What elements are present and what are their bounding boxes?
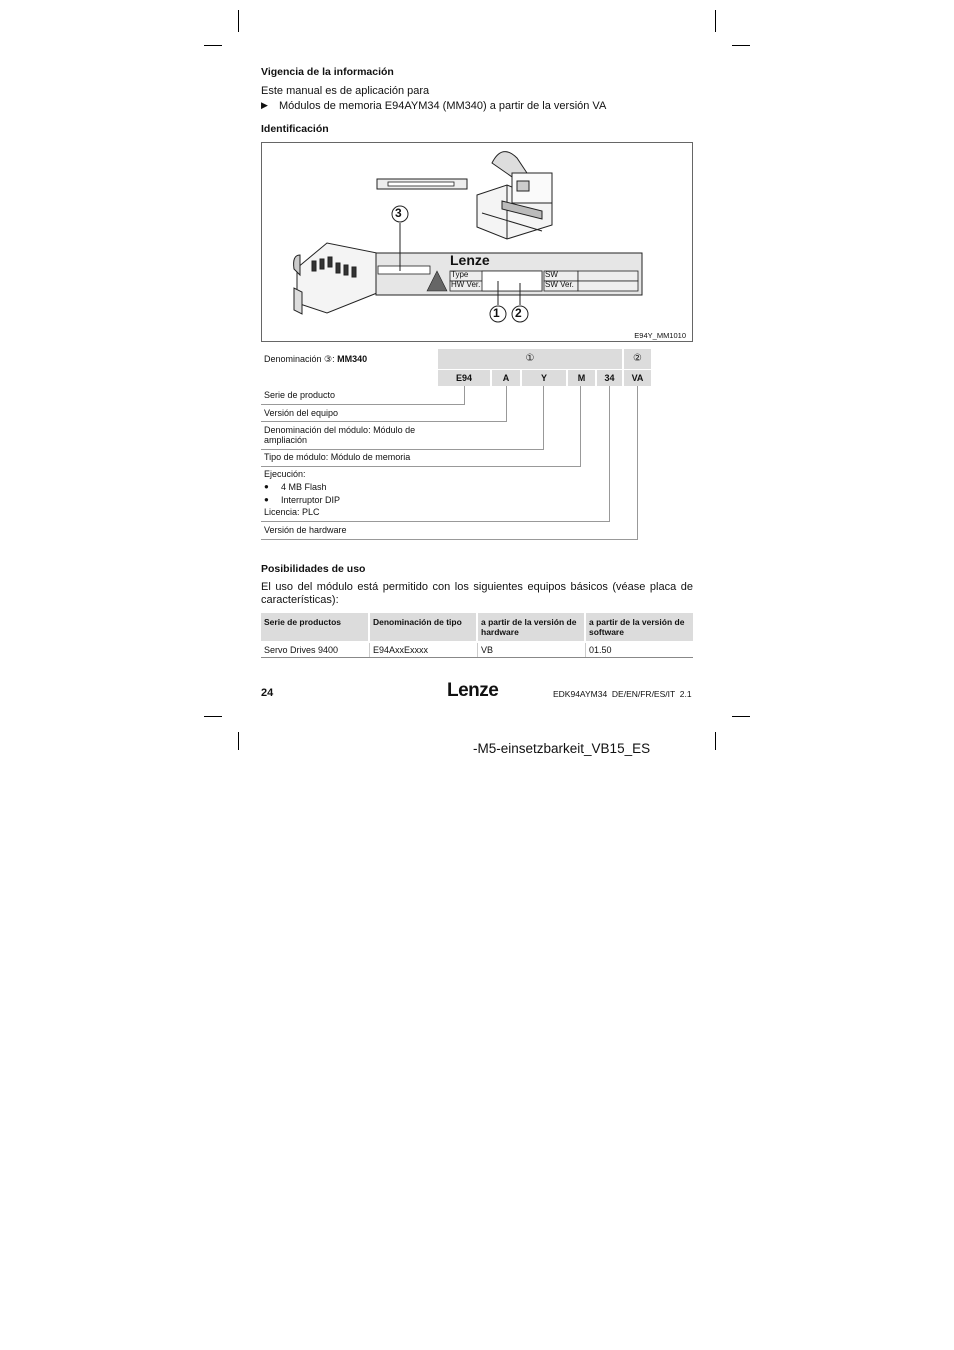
- code-va: VA: [624, 370, 651, 386]
- file-caption: -M5-einsetzbarkeit_VB15_ES: [473, 741, 651, 756]
- validity-heading: Vigencia de la información: [261, 66, 394, 78]
- designation-title-prefix: Denominación ③:: [264, 354, 338, 364]
- compat-cell: VB: [481, 645, 494, 655]
- identification-heading: Identificación: [261, 123, 329, 135]
- compat-header-hw: a partir de la versión de hardware: [478, 613, 584, 641]
- connector-line: [637, 386, 638, 539]
- row-divider: [261, 521, 610, 522]
- execution-bullet-icon: ●: [264, 482, 269, 491]
- code-e94: E94: [438, 370, 490, 386]
- crop-mark: [204, 716, 222, 717]
- validity-bullet: Módulos de memoria E94AYM34 (MM340) a partir de la versión VA: [279, 100, 607, 112]
- row-divider: [261, 404, 465, 405]
- connector-line: [506, 386, 507, 421]
- code-y: Y: [522, 370, 566, 386]
- crop-mark: [715, 10, 716, 32]
- usage-heading: Posibilidades de uso: [261, 563, 366, 575]
- designation-title-value: MM340: [337, 354, 368, 364]
- table-divider: [369, 643, 370, 657]
- page-number: 24: [261, 687, 274, 699]
- usage-body: El uso del módulo está permitido con los siguientes equipos básicos (véase placa de características):: [261, 581, 693, 606]
- identification-figure: [261, 142, 693, 342]
- execution-bullet-icon: ●: [264, 495, 269, 504]
- doc-ref: EDK94AYM34 DE/EN/FR/ES/IT 2.1: [553, 689, 692, 699]
- row-divider: [261, 539, 638, 540]
- table-bottom-line: [261, 657, 693, 658]
- crop-mark: [732, 716, 750, 717]
- compat-cell: 01.50: [589, 645, 612, 655]
- callout-1: 1: [493, 306, 500, 320]
- figure-id: E94Y_MM1010: [634, 331, 686, 340]
- connector-line: [543, 386, 544, 449]
- callout-2: 2: [515, 306, 522, 320]
- code-a: A: [492, 370, 520, 386]
- group1-header: ①: [438, 349, 622, 369]
- crop-mark: [238, 10, 239, 32]
- crop-mark: [238, 732, 239, 750]
- crop-mark: [204, 45, 222, 46]
- row-divider: [261, 466, 581, 467]
- row-hardware-version: Versión de hardware: [264, 525, 347, 535]
- execution-item: Interruptor DIP: [281, 495, 341, 505]
- compat-header-type: Denominación de tipo: [370, 613, 476, 641]
- validity-intro: Este manual es de aplicación para: [261, 85, 430, 97]
- footer-logo: Lenze: [447, 680, 499, 701]
- license-text: Licencia: PLC: [264, 507, 320, 517]
- connector-line: [464, 386, 465, 404]
- code-m: M: [568, 370, 595, 386]
- connector-line: [580, 386, 581, 466]
- compat-cell: Servo Drives 9400: [264, 645, 339, 655]
- group2-header: ②: [624, 349, 651, 369]
- execution-item: 4 MB Flash: [281, 482, 327, 492]
- row-divider: [261, 421, 507, 422]
- table-divider: [585, 643, 586, 657]
- nameplate-logo: Lenze: [450, 252, 490, 268]
- connector-line: [609, 386, 610, 521]
- row-device-version: Versión del equipo: [264, 408, 339, 418]
- compat-header-series: Serie de productos: [261, 613, 368, 641]
- validity-bullet-icon: ▶: [261, 100, 268, 110]
- crop-mark: [715, 732, 716, 750]
- swver-label: SW Ver.: [545, 280, 574, 289]
- compat-cell: E94AxxExxxx: [373, 645, 429, 655]
- row-product-series: Serie de producto: [264, 390, 336, 400]
- table-divider: [477, 643, 478, 657]
- compat-header-sw: a partir de la versión de software: [586, 613, 693, 641]
- code-34: 34: [597, 370, 622, 386]
- callout-3: 3: [395, 206, 402, 220]
- row-execution: Ejecución:: [264, 469, 306, 479]
- sw-label: SW: [545, 270, 558, 279]
- row-module-type: Tipo de módulo: Módulo de memoria: [264, 452, 411, 462]
- row-module-name: Denominación del módulo: Módulo de ampliación: [264, 425, 416, 445]
- designation-title: [264, 354, 367, 365]
- module-illustration: [262, 143, 694, 343]
- crop-mark: [732, 45, 750, 46]
- type-label: Type: [451, 270, 469, 279]
- row-divider: [261, 449, 544, 450]
- hw-label: HW Ver.: [451, 280, 481, 289]
